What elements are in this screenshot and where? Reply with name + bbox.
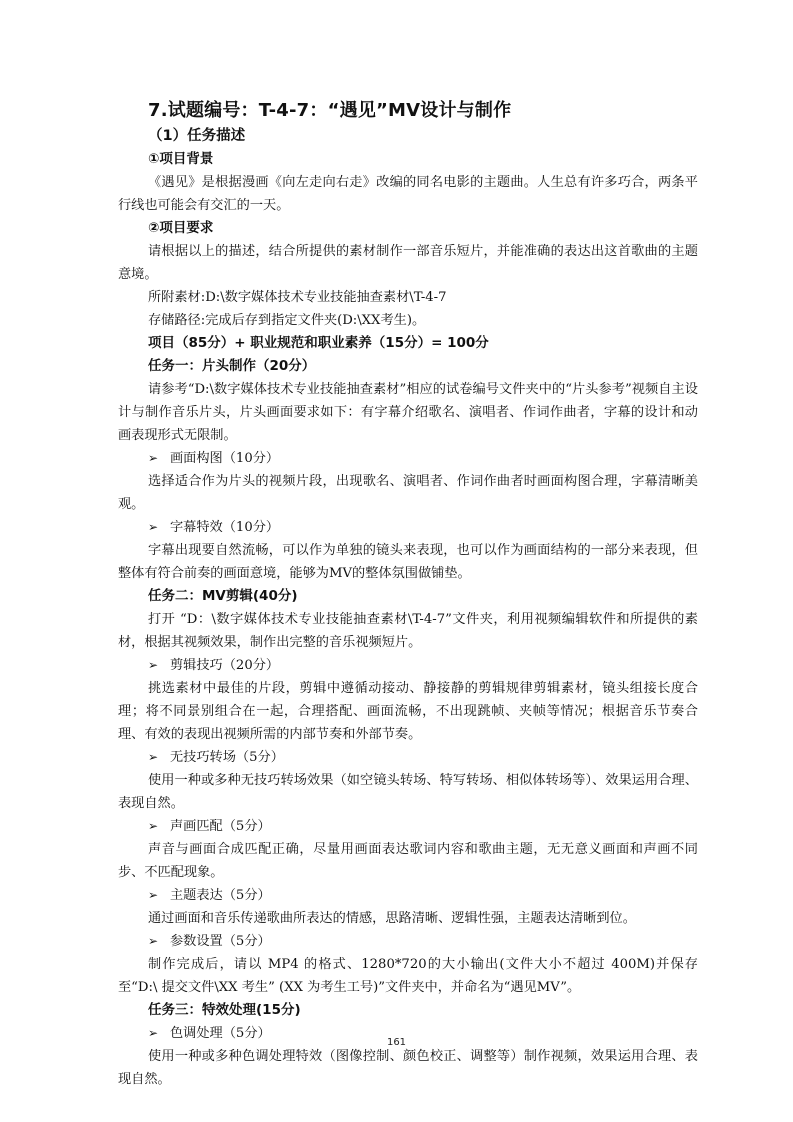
task1-item-subtitle-effect bbox=[148, 516, 698, 539]
document-page bbox=[118, 98, 698, 1091]
task1-item-subtitle-effect-text: 字幕出现要自然流畅，可以作为单独的镜头来表现，也可以作为画面结构的一部分来表现，但整体有符合前奏的画面意境，能够为MV的整体氛围做铺垫。 bbox=[118, 543, 698, 581]
page-number: 161 bbox=[386, 1037, 407, 1048]
requirements-heading: ②项目要求 bbox=[148, 220, 214, 236]
task2-item-audio-video-text: 声音与画面合成匹配正确，尽量用画面表达歌词内容和歌曲主题，无无意义画面和声画不同步、不匹配现象。 bbox=[118, 842, 698, 880]
arrow-bullet-icon: ➢ bbox=[148, 819, 159, 833]
task2-item-audio-video bbox=[148, 815, 698, 838]
task2-item-parameters bbox=[148, 930, 698, 953]
task1-heading: 任务一：片头制作（20分） bbox=[148, 358, 316, 374]
item-label: 参数设置（5分） bbox=[170, 934, 271, 949]
task3-heading: 任务三：特效处理(15分) bbox=[148, 1002, 301, 1018]
task2-item-editing bbox=[148, 654, 698, 677]
background-heading: ①项目背景 bbox=[148, 151, 214, 167]
item-label: 声画匹配（5分） bbox=[170, 819, 271, 834]
requirements-text: 请根据以上的描述，结合所提供的素材制作一部音乐短片，并能准确的表达出这首歌曲的主题意境。 bbox=[118, 244, 698, 282]
task3-item-color-text: 使用一种或多种色调处理特效（图像控制、颜色校正、调整等）制作视频，效果运用合理、表现自然。 bbox=[118, 1049, 698, 1087]
task2-item-theme bbox=[148, 884, 698, 907]
arrow-bullet-icon: ➢ bbox=[148, 888, 159, 902]
item-label: 画面构图（10分） bbox=[170, 451, 280, 466]
item-label: 剪辑技巧（20分） bbox=[170, 658, 280, 673]
task1-item-composition bbox=[148, 447, 698, 470]
material-path: 所附素材:D:\数字媒体技术专业技能抽查素材\T-4-7 bbox=[148, 290, 447, 305]
arrow-bullet-icon: ➢ bbox=[148, 934, 159, 948]
task1-item-composition-text: 选择适合作为片头的视频片段，出现歌名、演唱者、作词作曲者时画面构图合理，字幕清晰美观。 bbox=[118, 474, 698, 512]
arrow-bullet-icon: ➢ bbox=[148, 658, 159, 672]
score-summary: 项目（85分）+ 职业规范和职业素养（15分）= 100分 bbox=[148, 335, 489, 351]
item-label: 字幕特效（10分） bbox=[170, 520, 280, 535]
task2-item-editing-text: 挑选素材中最佳的片段，剪辑中遵循动接动、静接静的剪辑规律剪辑素材，镜头组接长度合理；将不同景别组合在一起，合理搭配、画面流畅，不出现跳帧、夹帧等情况；根据音乐节奏合理、有效的表现出视频所需的内部节奏和外部节奏。 bbox=[118, 681, 698, 742]
arrow-bullet-icon: ➢ bbox=[148, 451, 159, 465]
task2-text: 打开 “D：\数字媒体技术专业技能抽查素材\T-4-7”文件夹，利用视频编辑软件和所提供的素材，根据其视频效果，制作出完整的音乐视频短片。 bbox=[118, 612, 698, 650]
task1-text: 请参考“D:\数字媒体技术专业技能抽查素材”相应的试卷编号文件夹中的“片头参考”视频自主设计与制作音乐片头，片头画面要求如下：有字幕介绍歌名、演唱者、作词作曲者，字幕的设计和动画表现形式无限制。 bbox=[118, 382, 698, 443]
item-label: 色调处理（5分） bbox=[170, 1026, 271, 1041]
task2-item-parameters-text: 制作完成后，请以 MP4 的格式、1280*720的大小输出(文件大小不超过 400M)并保存至“D:\ 提交文件\XX 考生” (XX 为考生工号)”文件夹中，并命名为“遇见MV”。 bbox=[118, 957, 698, 995]
question-title: 7.试题编号：T-4-7：“遇见”MV设计与制作 bbox=[148, 100, 512, 121]
task2-heading: 任务二：MV剪辑(40分) bbox=[148, 588, 298, 604]
task2-item-transition bbox=[148, 746, 698, 769]
section-task-description: （1）任务描述 bbox=[148, 128, 246, 144]
task2-item-theme-text: 通过画面和音乐传递歌曲所表达的情感，思路清晰、逻辑性强，主题表达清晰到位。 bbox=[148, 911, 636, 926]
item-label: 无技巧转场（5分） bbox=[170, 750, 284, 765]
background-text: 《遇见》是根据漫画《向左走向右走》改编的同名电影的主题曲。人生总有许多巧合，两条平行线也可能会有交汇的一天。 bbox=[118, 175, 698, 213]
item-label: 主题表达（5分） bbox=[170, 888, 271, 903]
arrow-bullet-icon: ➢ bbox=[148, 520, 159, 534]
task2-item-transition-text: 使用一种或多种无技巧转场效果（如空镜头转场、特写转场、相似体转场等）、效果运用合理、表现自然。 bbox=[118, 773, 698, 811]
arrow-bullet-icon: ➢ bbox=[148, 1026, 159, 1040]
arrow-bullet-icon: ➢ bbox=[148, 750, 159, 764]
storage-path: 存储路径:完成后存到指定文件夹(D:\XX考生)。 bbox=[148, 313, 426, 328]
